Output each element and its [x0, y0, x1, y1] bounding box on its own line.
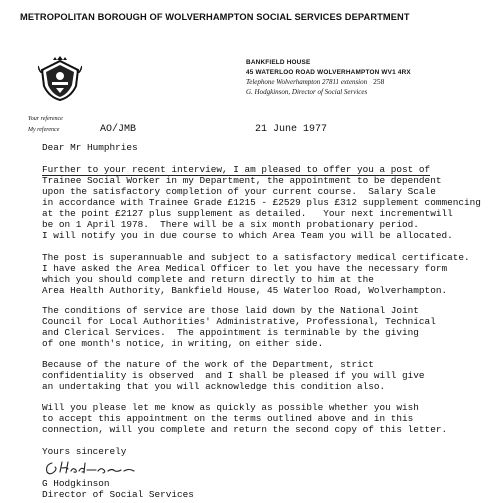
signatory-title: Director of Social Services — [42, 489, 194, 500]
paragraph-1-line-1: Further to your recent interview, I am pleased to offer you a post of — [42, 164, 431, 175]
my-reference-value: AO/JMB — [100, 124, 137, 135]
paragraph-1-line-3: upon the satisfactory completion of your current course. Salary Scale — [42, 186, 436, 197]
paragraph-3-line-3: and Clerical Services. The appointment is terminable by the giving — [42, 327, 419, 338]
address-street: 45 WATERLOO ROAD WOLVERHAMPTON WV1 4RX — [246, 68, 411, 76]
handwritten-signature — [44, 459, 144, 477]
telephone-extension: 258 — [373, 77, 385, 87]
paragraph-4-line-2: confidentiality is observed and I shall be pleased if you will give — [42, 370, 425, 381]
paragraph-1-line-5: at the point £2127 plus supplement as detailed. Your next incrementwill — [42, 208, 453, 219]
salutation: Dear Mr Humphries — [42, 142, 138, 153]
letter-date: 21 June 1977 — [255, 124, 328, 135]
address-house: BANKFIELD HOUSE — [246, 59, 311, 66]
paragraph-4-line-3: an undertaking that you will acknowledge this condition also. — [42, 381, 386, 392]
paragraph-1-line-7: I will notify you in due course to which Area Team you will be allocated. — [42, 230, 453, 241]
paragraph-5-line-2: to accept this appointment on the terms outlined above and in this — [42, 413, 414, 424]
your-reference-label: Your reference — [28, 116, 63, 122]
paragraph-1-line-2: Trainee Social Worker in my Department, the appointment to be dependent — [42, 175, 442, 186]
paragraph-2-line-2: I have asked the Area Medical Officer to let you have the necessary form — [42, 263, 448, 274]
paragraph-3-line-1: The conditions of service are those laid down by the National Joint — [42, 305, 419, 316]
address-telephone: Telephone Wolverhampton 27811 extension 258 — [246, 77, 385, 87]
paragraph-5-line-1: Will you please let me know as quickly as possible whether you wish — [42, 402, 419, 413]
paragraph-1-line-6: be on 1 April 1978. There will be a six month probationary period. — [42, 219, 419, 230]
paragraph-4-line-1: Because of the nature of the work of the Department, strict — [42, 359, 374, 370]
paragraph-5-line-3: connection, will you complete and return the second copy of this letter. — [42, 424, 448, 435]
closing: Yours sincerely — [42, 446, 127, 457]
paragraph-2-line-3: which you should complete and return directly to him at the — [42, 274, 374, 285]
borough-crest-icon — [38, 56, 82, 102]
paragraph-3-line-2: Council for Local Authorities' Administrative, Professional, Technical — [42, 316, 436, 327]
address-director: G. Hodgkinson, Director of Social Services — [246, 87, 368, 96]
paragraph-1-line-4: in accordance with Trainee Grade £1215 - £2529 plus £312 supplement commencing — [42, 197, 481, 208]
paragraph-2-line-4: Area Health Authority, Bankfield House, 45 Waterloo Road, Wolverhampton. — [42, 285, 448, 296]
letterhead-title: METROPOLITAN BOROUGH OF WOLVERHAMPTON SOCIAL SERVICES DEPARTMENT — [20, 12, 410, 22]
paragraph-2-line-1: The post is superannuable and subject to a satisfactory medical certificate. — [42, 252, 470, 263]
my-reference-label: My reference — [28, 127, 60, 133]
paragraph-3-line-4: of one month's notice, in writing, on either side. — [42, 338, 324, 349]
signatory-name: G Hodgkinson — [42, 478, 110, 489]
address-block — [246, 58, 486, 97]
